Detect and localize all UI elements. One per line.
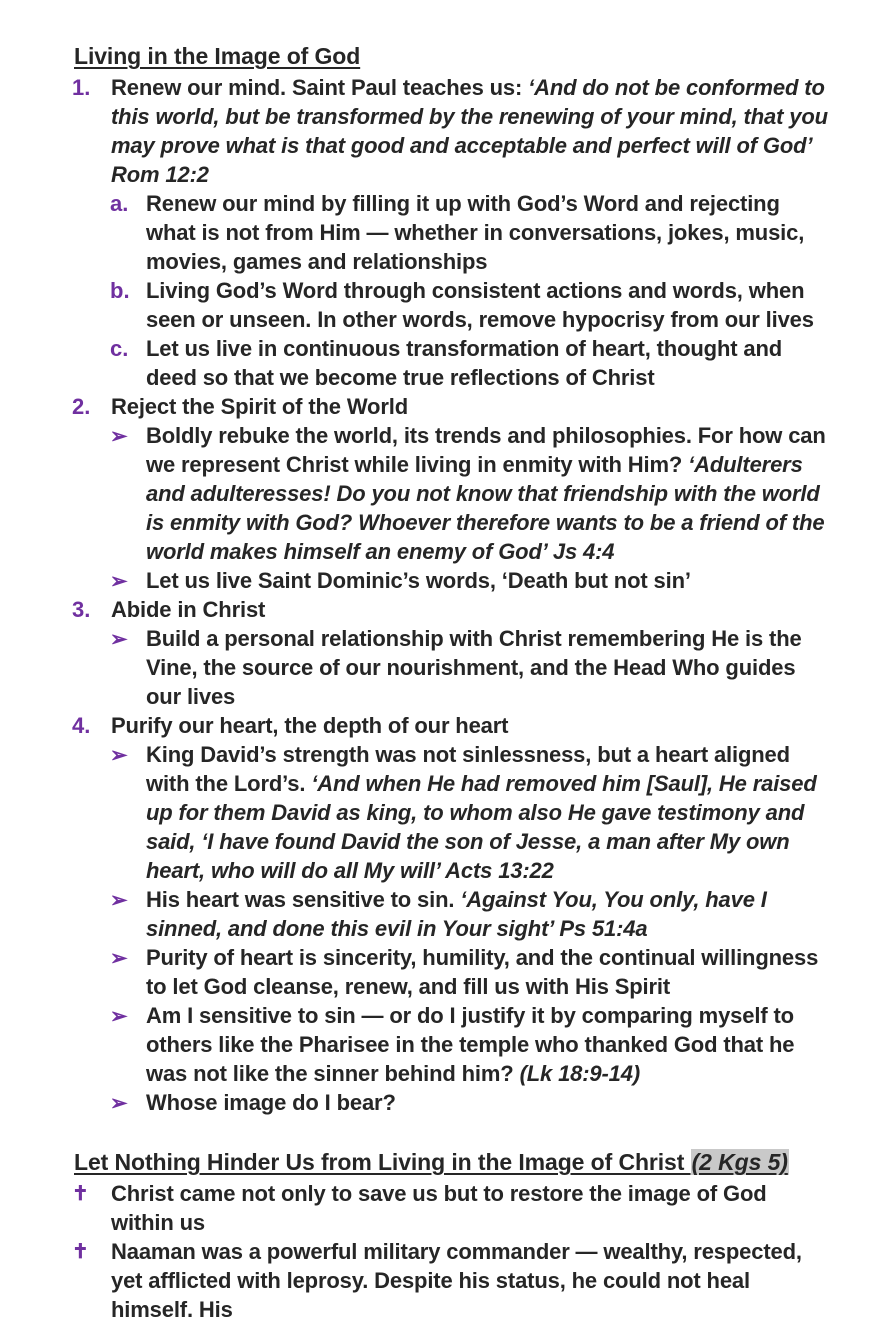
cross-bullet-icon: ✝ — [72, 1241, 89, 1263]
list-marker: 3. — [72, 597, 91, 622]
list-item — [110, 943, 834, 1001]
list-item — [110, 624, 834, 711]
list-item-text: Naaman was a powerful military commander — wealthy, respected, yet afflicted with leprosy. Despite his status, he could not heal himself. His — [111, 1239, 802, 1322]
arrow-bullet-icon: ➢ — [110, 1005, 128, 1028]
list-item-text: Living God’s Word through consistent actions and words, when seen or unseen. In other words, remove hypocrisy from our lives — [146, 278, 814, 332]
section-heading — [74, 1147, 834, 1177]
list-item-text: Renew our mind by filling it up with God’s Word and rejecting what is not from Him — whether in conversations, jokes, music, movies, games and relationships — [146, 191, 805, 274]
arrow-bullet-icon: ➢ — [110, 570, 128, 593]
list-item — [110, 189, 834, 276]
list-item-plain: King David’s strength was not sinlessness, but a heart aligned with the Lord’s. — [146, 742, 790, 796]
list-item — [72, 392, 834, 421]
list-item-text — [111, 73, 834, 189]
list-item — [110, 566, 834, 595]
page-title: Living in the Image of God — [74, 43, 361, 69]
list-marker: a. — [110, 191, 129, 216]
list-item-text: Build a personal relationship with Christ remembering He is the Vine, the source of our nourishment, and the Head Who guides our lives — [146, 626, 802, 709]
list-item — [72, 1179, 834, 1237]
list-item-text: Let us live in continuous transformation of heart, thought and deed so that we become true reflections of Christ — [146, 336, 783, 390]
scripture-quote: ‘And when He had removed him [Saul], He raised up for them David as king, to whom also He gave testimony and said, ‘I have found David the son of Jesse, a man after My own heart, who will do all My will’ Acts 13:22 — [146, 771, 817, 883]
list-item-plain: His heart was sensitive to sin. — [146, 887, 455, 912]
list-item-text: Reject the Spirit of the World — [111, 394, 409, 419]
list-item-plain: Am I sensitive to sin — or do I justify it by comparing myself to others like the Pharisee in the temple who thanked God that he was not like the sinner behind him? — [146, 1003, 795, 1086]
list-item-text — [146, 740, 834, 885]
list-marker: c. — [110, 336, 129, 361]
list-item-plain: Renew our mind. Saint Paul teaches us: — [111, 75, 523, 100]
scripture-reference: (Lk 18:9-14) — [519, 1061, 641, 1086]
cross-bullet-icon: ✝ — [72, 1183, 89, 1205]
list-item — [110, 276, 834, 334]
list-item — [72, 1237, 834, 1324]
scripture-quote: ‘Against You, You only, have I sinned, and done this evil in Your sight’ Ps 51:4a — [146, 887, 767, 941]
list-item-text: Purify our heart, the depth of our heart — [111, 713, 509, 738]
list-item — [110, 334, 834, 392]
list-marker: 1. — [72, 75, 91, 100]
list-item-text: Let us live Saint Dominic’s words, ‘Death but not sin’ — [146, 568, 691, 593]
list-item — [110, 421, 834, 566]
list-item — [110, 885, 834, 943]
list-item-text: Whose image do I bear? — [146, 1090, 396, 1115]
list-item — [72, 73, 834, 189]
arrow-bullet-icon: ➢ — [110, 1092, 128, 1115]
list-marker: 4. — [72, 713, 91, 738]
arrow-bullet-icon: ➢ — [110, 744, 128, 767]
arrow-bullet-icon: ➢ — [110, 628, 128, 651]
arrow-bullet-icon: ➢ — [110, 889, 128, 912]
list-item-text — [146, 885, 834, 943]
scripture-quote: ‘And do not be conformed to this world, but be transformed by the renewing of your mind, that you may prove what is that good and acceptable and perfect will of God’ Rom 12:2 — [111, 75, 828, 187]
list-marker: b. — [110, 278, 130, 303]
list-item — [110, 1001, 834, 1088]
list-item-text: Christ came not only to save us but to restore the image of God within us — [111, 1181, 767, 1235]
list-item-text — [146, 1001, 834, 1088]
section-spacer — [68, 1117, 834, 1147]
arrow-bullet-icon: ➢ — [110, 425, 128, 448]
arrow-bullet-icon: ➢ — [110, 947, 128, 970]
list-item-text — [146, 421, 834, 566]
list-item — [72, 595, 834, 624]
list-item-plain: Boldly rebuke the world, its trends and philosophies. For how can we represent Christ while living in enmity with Him? — [146, 423, 826, 477]
list-item — [110, 740, 834, 885]
section-heading-text: Let Nothing Hinder Us from Living in the Image of Christ — [74, 1149, 691, 1175]
scripture-quote: ‘Adulterers and adulteresses! Do you not know that friendship with the world is enmity with God? Whoever therefore wants to be a friend of the world makes himself an enemy of God’ Js 4:4 — [146, 452, 825, 564]
list-item-text: Purity of heart is sincerity, humility, and the continual willingness to let God cleanse, renew, and fill us with His Spirit — [146, 945, 819, 999]
list-item — [110, 1088, 834, 1117]
list-item-text: Abide in Christ — [111, 597, 266, 622]
list-item — [72, 711, 834, 740]
section-heading-reference: (2 Kgs 5) — [691, 1149, 788, 1175]
list-marker: 2. — [72, 394, 91, 419]
